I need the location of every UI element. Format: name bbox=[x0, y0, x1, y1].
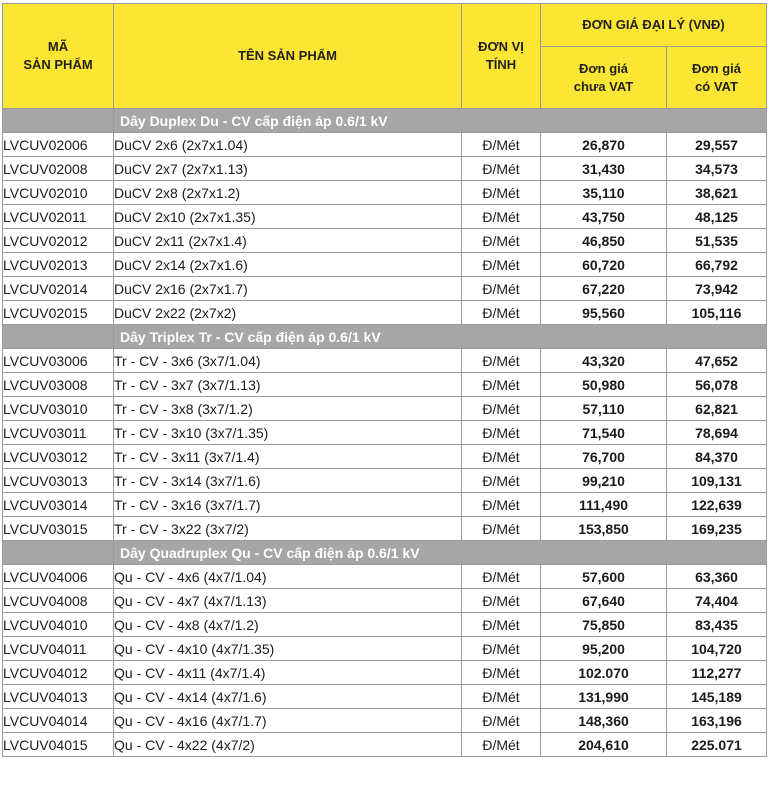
unit-cell: Đ/Mét bbox=[462, 277, 541, 301]
product-code-cell: LVCUV04008 bbox=[3, 589, 114, 613]
product-name-cell: Qu - CV - 4x10 (4x7/1.35) bbox=[114, 637, 462, 661]
table-header bbox=[3, 4, 767, 109]
unit-cell: Đ/Mét bbox=[462, 253, 541, 277]
unit-cell: Đ/Mét bbox=[462, 301, 541, 325]
unit-cell: Đ/Mét bbox=[462, 205, 541, 229]
product-code-cell: LVCUV03011 bbox=[3, 421, 114, 445]
table-row bbox=[3, 181, 767, 205]
unit-cell: Đ/Mét bbox=[462, 613, 541, 637]
header-product-code: MÃ SẢN PHẨM bbox=[3, 4, 114, 109]
price-incl-vat-cell: 51,535 bbox=[667, 229, 767, 253]
table-row bbox=[3, 373, 767, 397]
table-row bbox=[3, 229, 767, 253]
unit-cell: Đ/Mét bbox=[462, 709, 541, 733]
price-excl-vat-cell: 102.070 bbox=[541, 661, 667, 685]
product-code-cell: LVCUV02013 bbox=[3, 253, 114, 277]
table-body bbox=[3, 109, 767, 757]
price-excl-vat-cell: 57,110 bbox=[541, 397, 667, 421]
unit-cell: Đ/Mét bbox=[462, 133, 541, 157]
price-incl-vat-cell: 74,404 bbox=[667, 589, 767, 613]
unit-cell: Đ/Mét bbox=[462, 493, 541, 517]
product-name-cell: Tr - CV - 3x8 (3x7/1.2) bbox=[114, 397, 462, 421]
table-row bbox=[3, 613, 767, 637]
table-row bbox=[3, 301, 767, 325]
table-row bbox=[3, 685, 767, 709]
price-incl-vat-cell: 73,942 bbox=[667, 277, 767, 301]
product-code-cell: LVCUV02010 bbox=[3, 181, 114, 205]
product-name-cell: DuCV 2x8 (2x7x1.2) bbox=[114, 181, 462, 205]
price-incl-vat-cell: 47,652 bbox=[667, 349, 767, 373]
unit-cell: Đ/Mét bbox=[462, 349, 541, 373]
price-excl-vat-cell: 67,640 bbox=[541, 589, 667, 613]
price-excl-vat-cell: 57,600 bbox=[541, 565, 667, 589]
price-incl-vat-cell: 145,189 bbox=[667, 685, 767, 709]
table-row bbox=[3, 445, 767, 469]
product-name-cell: Qu - CV - 4x16 (4x7/1.7) bbox=[114, 709, 462, 733]
price-incl-vat-cell: 83,435 bbox=[667, 613, 767, 637]
product-code-cell: LVCUV03015 bbox=[3, 517, 114, 541]
price-incl-vat-cell: 225.071 bbox=[667, 733, 767, 757]
unit-cell: Đ/Mét bbox=[462, 469, 541, 493]
price-excl-vat-cell: 31,430 bbox=[541, 157, 667, 181]
header-price-excl-vat: Đơn giá chưa VAT bbox=[541, 47, 667, 109]
product-name-cell: DuCV 2x7 (2x7x1.13) bbox=[114, 157, 462, 181]
price-incl-vat-cell: 109,131 bbox=[667, 469, 767, 493]
table-row bbox=[3, 517, 767, 541]
product-name-cell: Tr - CV - 3x22 (3x7/2) bbox=[114, 517, 462, 541]
section-header-row bbox=[3, 109, 767, 133]
table-row bbox=[3, 421, 767, 445]
table-row bbox=[3, 157, 767, 181]
table-row bbox=[3, 589, 767, 613]
product-code-cell: LVCUV02012 bbox=[3, 229, 114, 253]
price-incl-vat-cell: 78,694 bbox=[667, 421, 767, 445]
product-name-cell: DuCV 2x14 (2x7x1.6) bbox=[114, 253, 462, 277]
product-code-cell: LVCUV04013 bbox=[3, 685, 114, 709]
price-incl-vat-cell: 112,277 bbox=[667, 661, 767, 685]
price-incl-vat-cell: 122,639 bbox=[667, 493, 767, 517]
product-name-cell: Qu - CV - 4x11 (4x7/1.4) bbox=[114, 661, 462, 685]
price-excl-vat-cell: 75,850 bbox=[541, 613, 667, 637]
table-row bbox=[3, 709, 767, 733]
table-row bbox=[3, 493, 767, 517]
product-code-cell: LVCUV04012 bbox=[3, 661, 114, 685]
product-name-cell: DuCV 2x16 (2x7x1.7) bbox=[114, 277, 462, 301]
price-excl-vat-cell: 95,200 bbox=[541, 637, 667, 661]
price-excl-vat-cell: 71,540 bbox=[541, 421, 667, 445]
price-excl-vat-cell: 76,700 bbox=[541, 445, 667, 469]
table-row bbox=[3, 349, 767, 373]
price-incl-vat-cell: 48,125 bbox=[667, 205, 767, 229]
header-product-name: TÊN SẢN PHẨM bbox=[114, 4, 462, 109]
price-excl-vat-cell: 46,850 bbox=[541, 229, 667, 253]
unit-cell: Đ/Mét bbox=[462, 589, 541, 613]
product-name-cell: Qu - CV - 4x6 (4x7/1.04) bbox=[114, 565, 462, 589]
product-code-cell: LVCUV02006 bbox=[3, 133, 114, 157]
price-excl-vat-cell: 204,610 bbox=[541, 733, 667, 757]
product-code-cell: LVCUV04006 bbox=[3, 565, 114, 589]
unit-cell: Đ/Mét bbox=[462, 733, 541, 757]
product-code-cell: LVCUV03012 bbox=[3, 445, 114, 469]
unit-cell: Đ/Mét bbox=[462, 661, 541, 685]
header-dealer-price: ĐƠN GIÁ ĐẠI LÝ (VNĐ) bbox=[541, 4, 767, 47]
price-incl-vat-cell: 63,360 bbox=[667, 565, 767, 589]
table-row bbox=[3, 253, 767, 277]
product-code-cell: LVCUV02008 bbox=[3, 157, 114, 181]
unit-cell: Đ/Mét bbox=[462, 421, 541, 445]
unit-cell: Đ/Mét bbox=[462, 685, 541, 709]
header-unit: ĐƠN VỊ TÍNH bbox=[462, 4, 541, 109]
table-row bbox=[3, 637, 767, 661]
price-excl-vat-cell: 67,220 bbox=[541, 277, 667, 301]
product-code-cell: LVCUV02015 bbox=[3, 301, 114, 325]
unit-cell: Đ/Mét bbox=[462, 397, 541, 421]
price-excl-vat-cell: 43,320 bbox=[541, 349, 667, 373]
product-name-cell: DuCV 2x10 (2x7x1.35) bbox=[114, 205, 462, 229]
unit-cell: Đ/Mét bbox=[462, 181, 541, 205]
price-table bbox=[2, 3, 767, 757]
section-blank-cell bbox=[3, 325, 114, 349]
price-excl-vat-cell: 99,210 bbox=[541, 469, 667, 493]
table-row bbox=[3, 661, 767, 685]
product-code-cell: LVCUV04010 bbox=[3, 613, 114, 637]
product-name-cell: Tr - CV - 3x14 (3x7/1.6) bbox=[114, 469, 462, 493]
price-incl-vat-cell: 38,621 bbox=[667, 181, 767, 205]
section-title: Dây Quadruplex Qu - CV cấp điện áp 0.6/1 kV bbox=[114, 541, 767, 565]
product-name-cell: Tr - CV - 3x7 (3x7/1.13) bbox=[114, 373, 462, 397]
product-code-cell: LVCUV03014 bbox=[3, 493, 114, 517]
product-name-cell: Qu - CV - 4x22 (4x7/2) bbox=[114, 733, 462, 757]
unit-cell: Đ/Mét bbox=[462, 517, 541, 541]
unit-cell: Đ/Mét bbox=[462, 229, 541, 253]
product-name-cell: DuCV 2x6 (2x7x1.04) bbox=[114, 133, 462, 157]
product-code-cell: LVCUV04014 bbox=[3, 709, 114, 733]
product-code-cell: LVCUV03013 bbox=[3, 469, 114, 493]
section-header-row bbox=[3, 325, 767, 349]
price-excl-vat-cell: 35,110 bbox=[541, 181, 667, 205]
price-incl-vat-cell: 169,235 bbox=[667, 517, 767, 541]
product-code-cell: LVCUV02011 bbox=[3, 205, 114, 229]
price-excl-vat-cell: 26,870 bbox=[541, 133, 667, 157]
section-title: Dây Triplex Tr - CV cấp điện áp 0.6/1 kV bbox=[114, 325, 767, 349]
table-row bbox=[3, 733, 767, 757]
product-name-cell: DuCV 2x22 (2x7x2) bbox=[114, 301, 462, 325]
price-excl-vat-cell: 60,720 bbox=[541, 253, 667, 277]
product-name-cell: Tr - CV - 3x11 (3x7/1.4) bbox=[114, 445, 462, 469]
price-incl-vat-cell: 104,720 bbox=[667, 637, 767, 661]
price-incl-vat-cell: 105,116 bbox=[667, 301, 767, 325]
product-name-cell: Tr - CV - 3x6 (3x7/1.04) bbox=[114, 349, 462, 373]
price-incl-vat-cell: 62,821 bbox=[667, 397, 767, 421]
product-name-cell: Qu - CV - 4x14 (4x7/1.6) bbox=[114, 685, 462, 709]
price-excl-vat-cell: 43,750 bbox=[541, 205, 667, 229]
unit-cell: Đ/Mét bbox=[462, 637, 541, 661]
unit-cell: Đ/Mét bbox=[462, 373, 541, 397]
product-name-cell: Qu - CV - 4x8 (4x7/1.2) bbox=[114, 613, 462, 637]
section-blank-cell bbox=[3, 541, 114, 565]
price-excl-vat-cell: 153,850 bbox=[541, 517, 667, 541]
table-row bbox=[3, 133, 767, 157]
price-incl-vat-cell: 29,557 bbox=[667, 133, 767, 157]
price-incl-vat-cell: 66,792 bbox=[667, 253, 767, 277]
product-code-cell: LVCUV03008 bbox=[3, 373, 114, 397]
price-excl-vat-cell: 148,360 bbox=[541, 709, 667, 733]
product-name-cell: Qu - CV - 4x7 (4x7/1.13) bbox=[114, 589, 462, 613]
product-name-cell: DuCV 2x11 (2x7x1.4) bbox=[114, 229, 462, 253]
table-row bbox=[3, 205, 767, 229]
table-row bbox=[3, 469, 767, 493]
price-excl-vat-cell: 95,560 bbox=[541, 301, 667, 325]
product-code-cell: LVCUV02014 bbox=[3, 277, 114, 301]
header-price-incl-vat: Đơn giá có VAT bbox=[667, 47, 767, 109]
price-excl-vat-cell: 111,490 bbox=[541, 493, 667, 517]
unit-cell: Đ/Mét bbox=[462, 445, 541, 469]
section-title: Dây Duplex Du - CV cấp điện áp 0.6/1 kV bbox=[114, 109, 767, 133]
product-name-cell: Tr - CV - 3x16 (3x7/1.7) bbox=[114, 493, 462, 517]
price-incl-vat-cell: 163,196 bbox=[667, 709, 767, 733]
table-row bbox=[3, 277, 767, 301]
section-header-row bbox=[3, 541, 767, 565]
product-code-cell: LVCUV04015 bbox=[3, 733, 114, 757]
unit-cell: Đ/Mét bbox=[462, 565, 541, 589]
price-incl-vat-cell: 34,573 bbox=[667, 157, 767, 181]
product-code-cell: LVCUV04011 bbox=[3, 637, 114, 661]
table-row bbox=[3, 397, 767, 421]
product-code-cell: LVCUV03010 bbox=[3, 397, 114, 421]
price-incl-vat-cell: 84,370 bbox=[667, 445, 767, 469]
product-name-cell: Tr - CV - 3x10 (3x7/1.35) bbox=[114, 421, 462, 445]
unit-cell: Đ/Mét bbox=[462, 157, 541, 181]
price-excl-vat-cell: 131,990 bbox=[541, 685, 667, 709]
price-excl-vat-cell: 50,980 bbox=[541, 373, 667, 397]
table-row bbox=[3, 565, 767, 589]
price-incl-vat-cell: 56,078 bbox=[667, 373, 767, 397]
section-blank-cell bbox=[3, 109, 114, 133]
product-code-cell: LVCUV03006 bbox=[3, 349, 114, 373]
